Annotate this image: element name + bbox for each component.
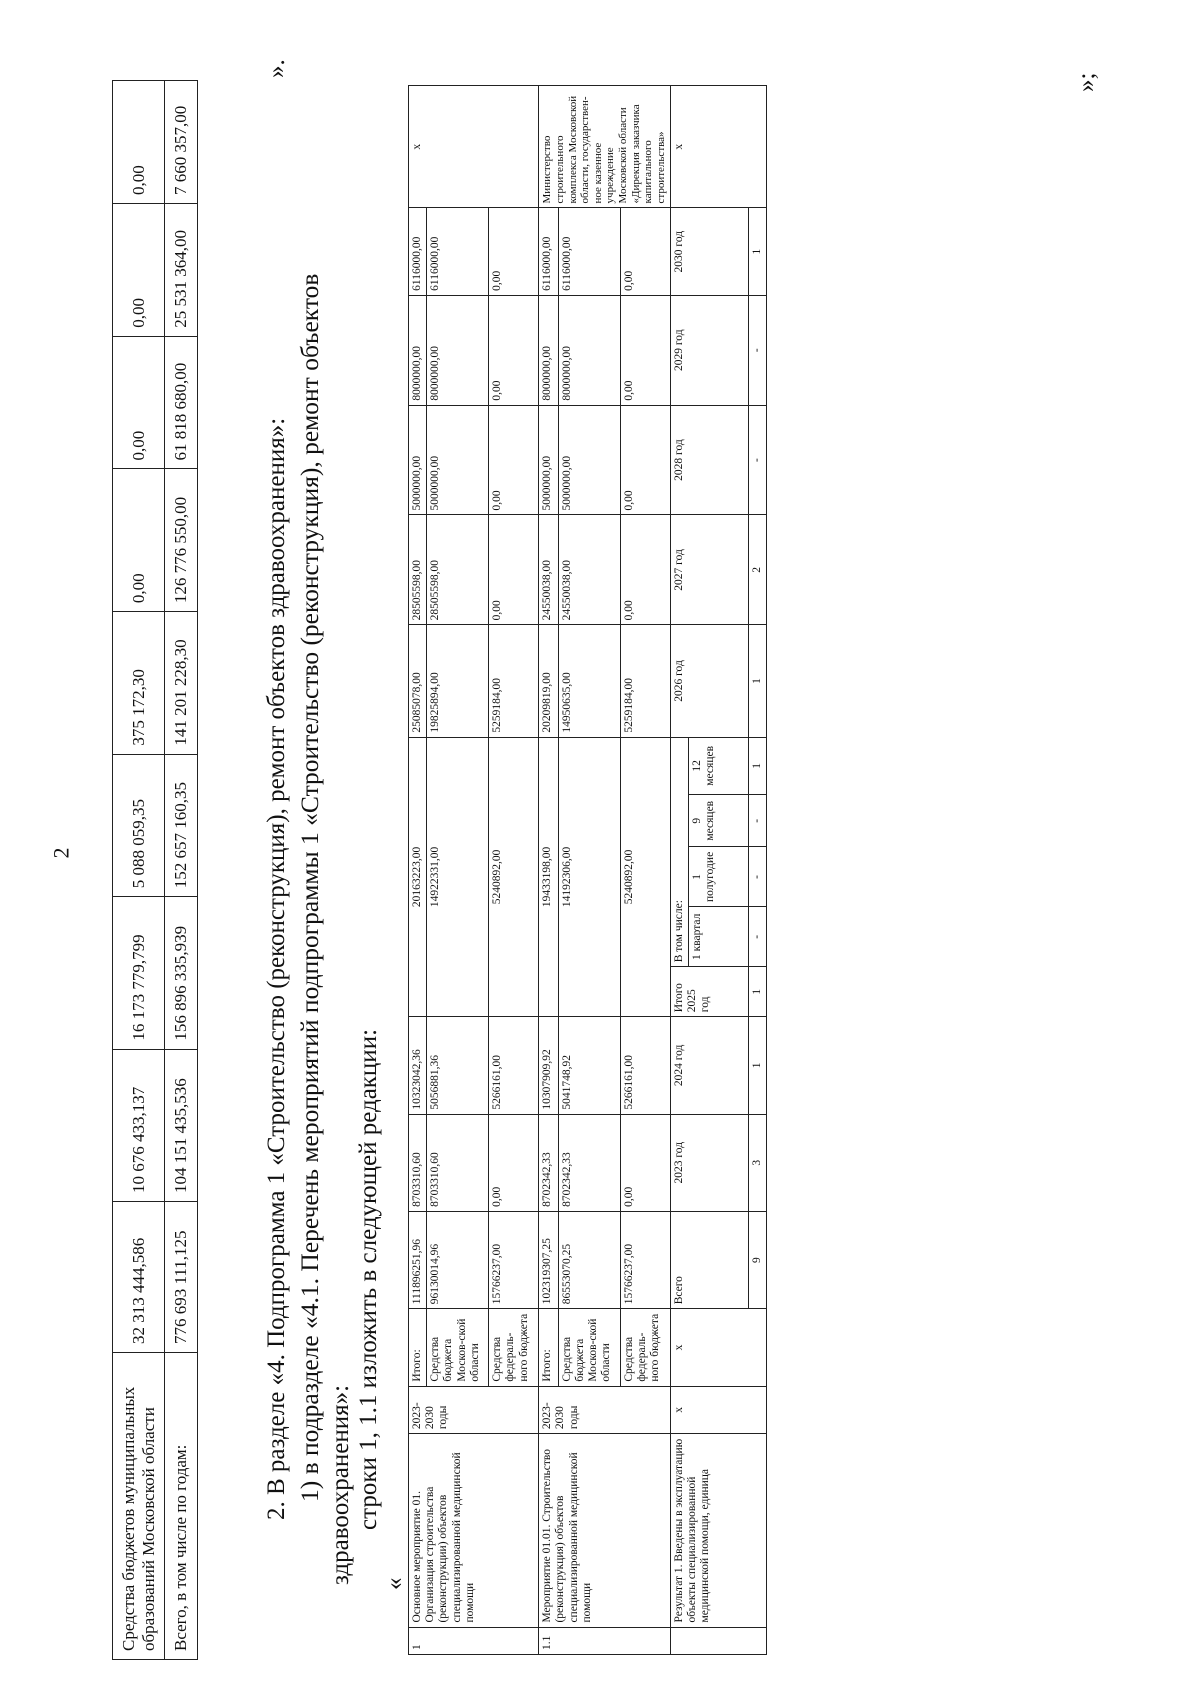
cell: 5056881,36 (427, 1017, 489, 1114)
cell: 20209819,00 (539, 625, 558, 737)
value-2023: 3 (748, 1114, 766, 1211)
header-in-that: В том числе: (670, 737, 688, 967)
responsible: х (409, 86, 539, 208)
cell: 8000000,00 (539, 295, 558, 405)
cell: 24550038,00 (539, 515, 558, 625)
cell: 156 896 335,939 (165, 897, 198, 1049)
header-total: Всего (670, 1211, 748, 1308)
header-h1: 1 полугодие (688, 847, 748, 907)
activity-name: Основное мероприятие 01. Организация строительства (реконструкции) объектов специализированной медицинской помощи (409, 1434, 539, 1627)
cell: 5000000,00 (409, 405, 427, 515)
result-name: Результат 1. Введены в эксплуатацию объекты специализированной медицинской помощи, единица (670, 1434, 766, 1627)
value-2030: 1 (748, 208, 766, 295)
value-2026: 1 (748, 625, 766, 737)
result-responsible: х (670, 86, 766, 208)
header-m9: 9 месяцев (688, 795, 748, 847)
header-2029: 2029 год (670, 295, 748, 405)
cell: 96130014,96 (427, 1211, 489, 1308)
table-row (165, 81, 198, 1660)
cell: 0,00 (113, 81, 165, 204)
value-2024: 1 (748, 1017, 766, 1114)
cell: 6116000,00 (539, 208, 558, 295)
cell: 86553070,25 (558, 1211, 620, 1308)
cell: 24550038,00 (558, 515, 620, 625)
cell: 0,00 (113, 336, 165, 469)
value-2027: 2 (748, 515, 766, 625)
cell: 25085078,00 (409, 625, 427, 737)
cell: 0,00 (489, 208, 539, 295)
table-row (539, 86, 558, 1655)
cell: 8702342,33 (539, 1114, 558, 1211)
header-2028: 2028 год (670, 405, 748, 515)
result-period: х (670, 1386, 766, 1433)
paragraph-line-1: 1) в подразделе «4.1. Перечень мероприятий подпрограммы 1 «Строительство (реконструкция), ремонт объектов (295, 273, 324, 1502)
value-itogo-2025: 1 (748, 967, 766, 1017)
cell: 14950635,00 (558, 625, 620, 737)
cell: 5041748,92 (558, 1017, 620, 1114)
main-section (408, 85, 767, 1655)
cell: 5240892,00 (620, 737, 670, 1017)
header-2027: 2027 год (670, 515, 748, 625)
cell: 0,00 (489, 515, 539, 625)
paragraph-line-3: строки 1, 1.1 изложить в следующей редакции: (355, 1028, 382, 1530)
cell: 776 693 111,125 (165, 1202, 198, 1353)
header-2024: 2024 год (670, 1017, 748, 1114)
open-quote: « (381, 1577, 408, 1590)
period: 2023-2030 годы (409, 1386, 539, 1433)
page-number: 2 (48, 847, 74, 859)
cell: 28505598,00 (427, 515, 489, 625)
cell: 152 657 160,35 (165, 754, 198, 897)
table-row (670, 86, 688, 1655)
cell: 5259184,00 (620, 625, 670, 737)
cell: 8000000,00 (427, 295, 489, 405)
top-section (112, 80, 198, 1660)
table-row (409, 86, 427, 1655)
cell: 19825894,00 (427, 625, 489, 737)
header-2026: 2026 год (670, 625, 748, 737)
header-q1: 1 квартал (688, 907, 748, 967)
row-label: Всего, в том числе по годам: (165, 1353, 198, 1660)
cell: 5266161,00 (620, 1017, 670, 1114)
header-m12: 12 месяцев (688, 737, 748, 794)
paragraph-line-2: здравоохранения»: (327, 1384, 354, 1585)
cell: 0,00 (620, 515, 670, 625)
cell: 6116000,00 (558, 208, 620, 295)
cell: 5000000,00 (539, 405, 558, 515)
cell: 7 660 357,00 (165, 81, 198, 204)
cell: 28505598,00 (409, 515, 427, 625)
value-q1: - (748, 907, 766, 967)
cell: 15766237,00 (620, 1211, 670, 1308)
value-2029: - (748, 295, 766, 405)
cell: 141 201 228,30 (165, 612, 198, 755)
cell: 375 172,30 (113, 612, 165, 755)
cell: 104 151 435,536 (165, 1049, 198, 1201)
cell: 6116000,00 (409, 208, 427, 295)
source-label: Средства бюджета Москов-ской области (558, 1309, 620, 1386)
cell: 5259184,00 (489, 625, 539, 737)
row-number: 1.1 (539, 1627, 670, 1654)
cell: 102319307,25 (539, 1211, 558, 1308)
cell: 32 313 444,586 (113, 1202, 165, 1353)
cell: 126 776 550,00 (165, 469, 198, 612)
row-number: 1 (409, 1627, 539, 1654)
cell: 19433198,00 (539, 737, 558, 1017)
cell: 111896251,96 (409, 1211, 427, 1308)
cell: 14922331,00 (427, 737, 489, 1017)
value-2028: - (748, 405, 766, 515)
cell: 0,00 (489, 1114, 539, 1211)
source-label: Итого: (539, 1309, 558, 1386)
value-m9: - (748, 795, 766, 847)
value-total: 9 (748, 1211, 766, 1308)
cell: 0,00 (620, 208, 670, 295)
cell: 16 173 779,799 (113, 897, 165, 1049)
cell: 20163223,00 (409, 737, 427, 1017)
header-itogo-2025: Итого 2025 год (670, 967, 748, 1017)
empty-cell (670, 1627, 766, 1654)
cell: 8000000,00 (409, 295, 427, 405)
closing-mark-bottom: »; (1073, 72, 1100, 92)
cell: 8703310,60 (427, 1114, 489, 1211)
cell: 0,00 (489, 405, 539, 515)
cell: 0,00 (113, 469, 165, 612)
table-row (113, 81, 165, 1660)
cell: 0,00 (620, 295, 670, 405)
source-label: Средства федераль-ного бюджета (489, 1309, 539, 1386)
cell: 25 531 364,00 (165, 203, 198, 336)
activity-name: Мероприятие 01.01. Строительство (реконструкция) объектов специализированной медицинской помощи (539, 1434, 670, 1627)
cell: 61 818 680,00 (165, 336, 198, 469)
cell: 5000000,00 (427, 405, 489, 515)
source-label: Средства бюджета Москов-ской области (427, 1309, 489, 1386)
cell: 6116000,00 (427, 208, 489, 295)
cell: 10323042,36 (409, 1017, 427, 1114)
value-h1: - (748, 847, 766, 907)
cell: 5000000,00 (558, 405, 620, 515)
source-label: Итого: (409, 1309, 427, 1386)
header-2030: 2030 год (670, 208, 748, 295)
cell: 10307909,92 (539, 1017, 558, 1114)
cell: 8702342,33 (558, 1114, 620, 1211)
row-label: Средства бюджетов муниципальных образований Московской области (113, 1353, 165, 1660)
cell: 10 676 433,137 (113, 1049, 165, 1201)
cell: 5266161,00 (489, 1017, 539, 1114)
period: 2023-2030 годы (539, 1386, 670, 1433)
cell: 0,00 (113, 203, 165, 336)
responsible: Министерство строительного комплекса Московской области, государствен-ное казенное учреждение Московской области «Дирекция заказчика капитального строительства» (539, 86, 670, 208)
cell: 15766237,00 (489, 1211, 539, 1308)
cell: 8703310,60 (409, 1114, 427, 1211)
activities-table (408, 85, 767, 1655)
closing-mark-top: ». (263, 59, 290, 78)
cell: 5 088 059,35 (113, 754, 165, 897)
cell: 5240892,00 (489, 737, 539, 1017)
cell: 0,00 (620, 1114, 670, 1211)
value-m12: 1 (748, 737, 766, 794)
cell: 8000000,00 (558, 295, 620, 405)
section-heading: 2. В разделе «4. Подпрограмма 1 «Строительство (реконструкция), ремонт объектов здравоохранения»: (263, 417, 290, 1520)
cell: 0,00 (620, 405, 670, 515)
source-label: Средства федераль-ного бюджета (620, 1309, 670, 1386)
cell: 0,00 (489, 295, 539, 405)
cell: 14192306,00 (558, 737, 620, 1017)
budget-summary-table (112, 80, 198, 1660)
header-2023: 2023 год (670, 1114, 748, 1211)
result-source: х (670, 1309, 766, 1386)
